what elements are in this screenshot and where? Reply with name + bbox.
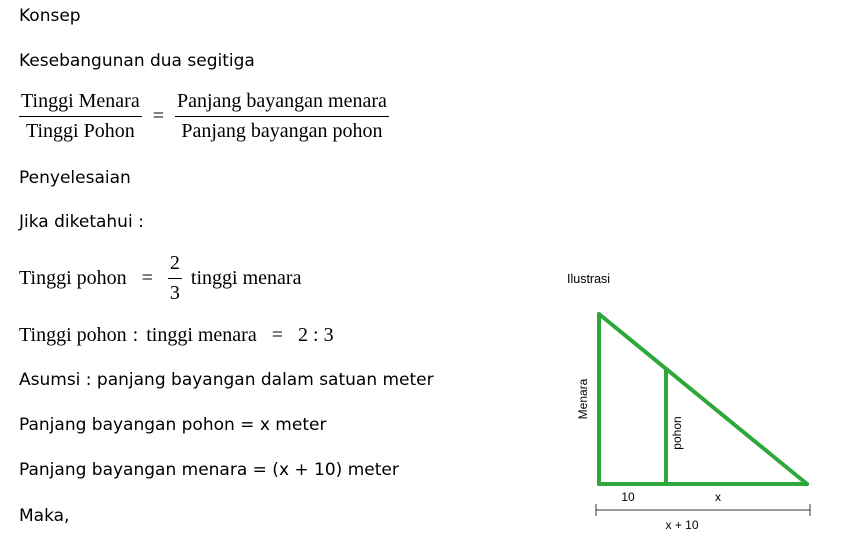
ratio-value: 2 : 3 bbox=[298, 324, 334, 346]
fraction-numerator: 2 bbox=[168, 252, 182, 279]
dimension-line bbox=[596, 504, 810, 516]
equation-tree-height bbox=[19, 252, 301, 305]
fraction-numerator: Panjang bayangan menara bbox=[175, 90, 389, 117]
shadow-fraction bbox=[175, 90, 389, 143]
assumption-text: Asumsi : panjang bayangan dalam satuan meter bbox=[19, 370, 434, 390]
konsep-subheading: Kesebangunan dua segitiga bbox=[19, 51, 255, 71]
illustration-title: Ilustrasi bbox=[567, 272, 611, 286]
penyelesaian-heading: Penyelesaian bbox=[19, 168, 131, 188]
segment-10-label: 10 bbox=[621, 490, 635, 504]
equation-ratio bbox=[19, 324, 334, 347]
given-label: Jika diketahui : bbox=[19, 212, 144, 232]
fraction-numerator: Tinggi Menara bbox=[19, 90, 142, 117]
diagram-lines bbox=[599, 314, 807, 484]
maka-text: Maka, bbox=[19, 506, 70, 526]
two-thirds-fraction bbox=[168, 252, 182, 305]
konsep-heading: Konsep bbox=[19, 6, 81, 26]
eq-lhs: Tinggi pohon bbox=[19, 324, 127, 346]
shadow-tower-text: Panjang bayangan menara = (x + 10) meter bbox=[19, 460, 399, 480]
tower-label: Menara bbox=[576, 378, 590, 420]
similarity-formula bbox=[19, 90, 389, 143]
fraction-denominator: Panjang bayangan pohon bbox=[181, 120, 383, 142]
colon: : bbox=[132, 324, 139, 346]
fraction-denominator: Tinggi Pohon bbox=[25, 120, 135, 142]
fraction-denominator: 3 bbox=[169, 282, 180, 304]
tower-tree-fraction bbox=[19, 90, 142, 143]
equals-sign: = bbox=[271, 324, 284, 346]
eq-mid: tinggi menara bbox=[146, 324, 257, 346]
eq-rhs: tinggi menara bbox=[190, 267, 302, 289]
segment-x-label: x bbox=[715, 490, 721, 504]
total-length-label: x + 10 bbox=[665, 518, 699, 532]
hypotenuse-line bbox=[599, 314, 807, 484]
shadow-tree-text: Panjang bayangan pohon = x meter bbox=[19, 415, 327, 435]
tree-label: pohon bbox=[670, 416, 684, 450]
equals-sign: = bbox=[152, 105, 164, 127]
equals-sign: = bbox=[141, 267, 153, 289]
similar-triangles-diagram bbox=[560, 300, 830, 540]
eq-lhs: Tinggi pohon bbox=[19, 267, 127, 289]
